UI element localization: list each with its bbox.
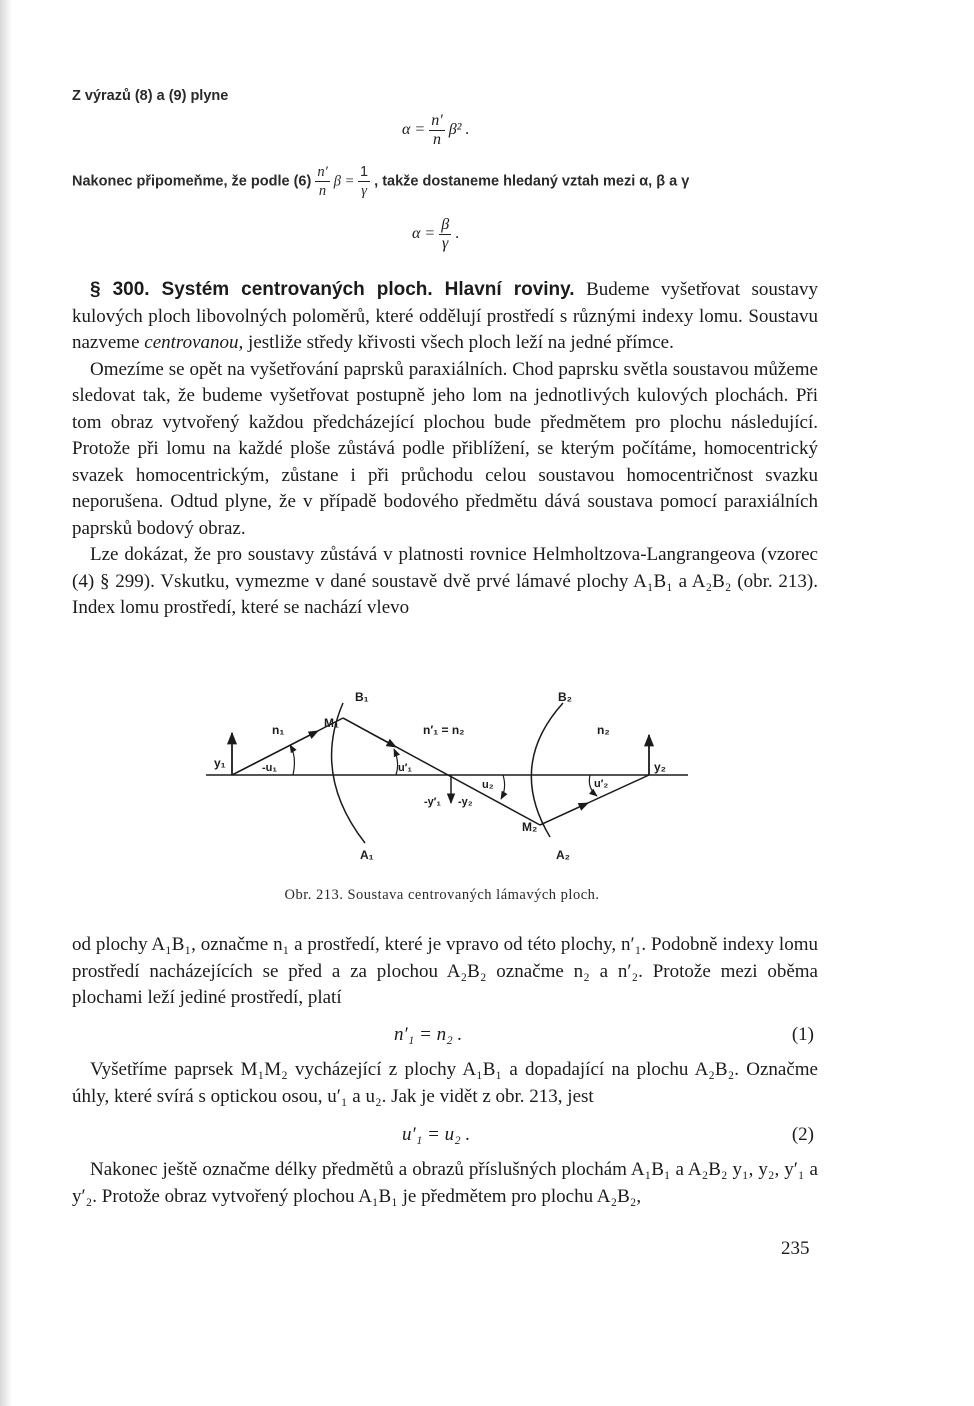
paragraph-3 — [72, 542, 818, 622]
page-edge-shadow — [0, 0, 12, 1406]
section-300 — [72, 277, 818, 622]
reminder-end: , takže dostaneme hledaný vztah mezi α, β a γ — [374, 173, 690, 190]
label-y1: y₁ — [214, 756, 226, 770]
p6-text: Nakonec ještě označme délky předmětů a obrazů příslušných plochám A₁B₁ a A₂B₂ y₁, y₂, y′₁ a y′₂. Protože obraz vytvořený plochou A₁B₁ je předmětem pro plochu A₂B₂, — [72, 1159, 818, 1207]
period: . — [455, 225, 460, 243]
p3-text: Lze dokázat, že pro soustavy zůstává v platnosti rovnice Helmholtzova-Langrangeova (vzorec (4) § 299). Vskutku, vymezme v dané soustavě dvě prvé lámavé plochy A₁B₁ a A₂B₂ (obr. 213). Index lomu prostředí, které se nachází vlevo — [72, 544, 818, 618]
angle-arc-u1 — [290, 745, 294, 775]
beta-equals: β = — [333, 173, 359, 190]
label-u2-prime: u′₂ — [594, 778, 609, 790]
label-n2: n₂ — [597, 723, 610, 737]
paragraph-5 — [72, 1057, 818, 1110]
fraction-n-prime-over-n-2 — [315, 163, 329, 200]
reminder-start: Nakonec připomeňme, že podle (6) — [72, 173, 316, 190]
intro-line: Z výrazů (8) a (9) plyne — [72, 88, 229, 104]
alpha-lhs: α = — [412, 225, 440, 243]
numerator: n′ — [317, 164, 328, 180]
denominator: n — [318, 183, 327, 199]
label-y2: y₂ — [654, 760, 667, 774]
label-b2: B₂ — [558, 690, 572, 704]
formula-alpha-beta-squared — [402, 112, 469, 149]
p5-text: Vyšetříme paprsek M₁M₂ vycházející z plochy A₁B₁ a dopadající na plochu A₂B₂. Označme úhly, které svírá s optickou osou, u′₁ a u₂. Jak je vidět z obr. 213, jest — [72, 1059, 818, 1107]
page-number: 235 — [781, 1238, 810, 1259]
fraction-n-prime-over-n — [429, 112, 445, 149]
p1-part-a: Budeme vyšetřovat soustavy kulových ploch libovolných poloměrů, které oddělují prostředí s různými indexy lomu. Soustavu nazveme — [72, 279, 818, 353]
section-heading: § 300. Systém centrovaných ploch. Hlavní roviny. — [90, 279, 575, 300]
p1-emphasis: centrovanou, — [144, 332, 244, 353]
paragraph-6 — [72, 1157, 818, 1210]
paragraph-2 — [72, 357, 818, 543]
label-n1: n₁ — [272, 723, 285, 737]
numerator: β — [441, 216, 450, 233]
equation-2-body: u′₁ = u₂ . — [402, 1124, 471, 1145]
label-m2: M₂ — [522, 820, 538, 834]
reminder-line — [72, 163, 689, 200]
numerator: n′ — [431, 112, 443, 129]
paragraph-4: od plochy A₁B₁, označme n₁ a prostředí, které je vpravo od této plochy, n′₁. Podobně indexy lomu prostředí nacházejících se před a za plochou A₂B₂ označme n₂ a n′₂. Protože mezi oběma plochami leží jediné prostředí, platí — [72, 934, 818, 1008]
fraction-one-over-gamma — [358, 163, 370, 200]
alpha-lhs: α = — [402, 121, 430, 139]
denominator: γ — [361, 183, 367, 199]
equation-1 — [394, 1024, 462, 1046]
label-n1p-equals-n2: n′₁ = n₂ — [423, 723, 465, 737]
denominator: γ — [442, 235, 449, 252]
equation-2-number: (2) — [791, 1124, 814, 1145]
equation-2 — [402, 1124, 470, 1146]
equation-1-number: (1) — [791, 1024, 814, 1045]
formula-alpha-beta-over-gamma — [412, 216, 459, 253]
angle-arc-u2 — [501, 775, 505, 799]
p1-part-b: jestliže středy křivosti všech ploch leží na jedné přímce. — [243, 332, 674, 353]
label-u1-prime: u′₁ — [398, 762, 412, 774]
ray-arrow-3 — [540, 803, 588, 825]
denominator: n — [432, 131, 441, 148]
fraction-beta-over-gamma — [439, 216, 451, 253]
p2-text: Omezíme se opět na vyšetřování paprsků paraxiálních. Chod paprsku světla soustavou můžeme sledovat tak, že budeme vyšetřovat postupně jeho lom na jednotlivých kulových plochách. Při tom obraz vytvořený každou předcházející plochou bude předmětem pro plochu následující. Protože při lomu na každé ploše zůstává podle přiblížení, se kterým počítáme, homocentrický svazek homocentrickým, zůstane i při průchodu celou soustavou homocentričnost svazku neporušena. Odtud plyne, že v případě bodového předmětu dává soustava pomocí paraxiálních paprsků bodový obraz. — [72, 358, 818, 539]
ray-arrow-2 — [343, 718, 396, 747]
label-a2: A₂ — [556, 848, 570, 862]
label-a1: A₁ — [360, 848, 374, 862]
beta-squared: β² . — [448, 121, 470, 139]
label-minus-u1: -u₁ — [262, 762, 277, 774]
paragraph-1 — [72, 277, 818, 357]
numerator: 1 — [360, 164, 369, 180]
equation-1-body: n′₁ = n₂ . — [394, 1024, 463, 1045]
optics-figure — [200, 685, 700, 870]
label-minus-y2: -y₂ — [458, 796, 473, 808]
label-minus-y1-prime: -y′₁ — [424, 796, 441, 808]
label-m1: M₁ — [324, 716, 339, 730]
label-b1: B₁ — [355, 690, 369, 704]
label-u2: u₂ — [482, 779, 494, 791]
figure-caption: Obr. 213. Soustava centrovaných lámavých ploch. — [284, 887, 600, 903]
